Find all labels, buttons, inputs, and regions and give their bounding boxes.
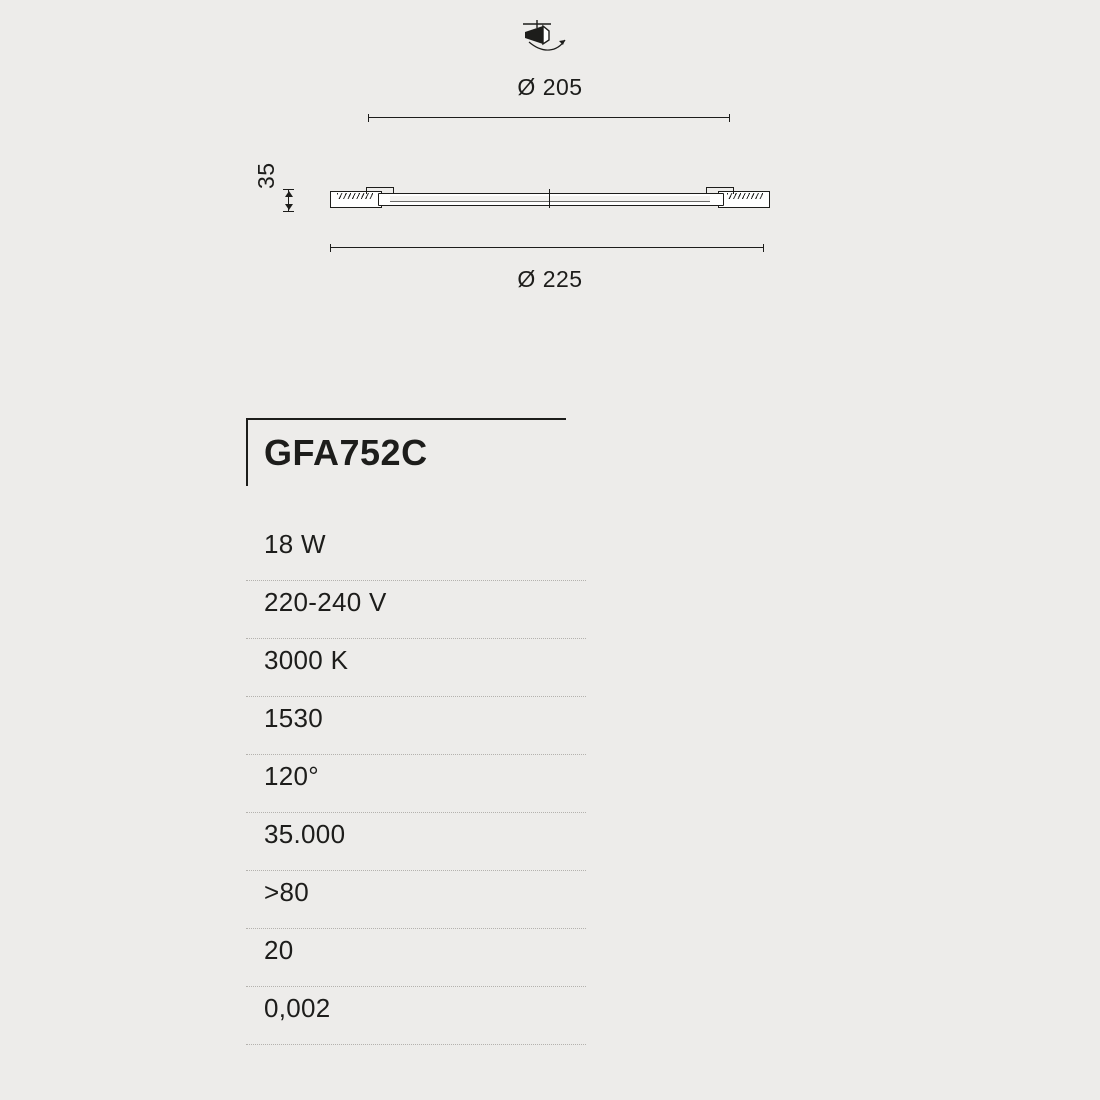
spec-row-flicker	[246, 987, 586, 1045]
spec-value-cri: >80	[264, 877, 310, 907]
spring-right	[706, 187, 734, 194]
spec-row-color-temperature	[246, 639, 586, 697]
title-rule-top	[246, 418, 566, 420]
spec-row-beam-angle	[246, 755, 586, 813]
spec-value-luminous-flux: 1530	[264, 703, 324, 733]
spring-left	[366, 187, 394, 194]
title-rule-left	[246, 418, 248, 486]
dimension-bar	[368, 117, 730, 118]
dimension-tick-left	[368, 114, 369, 122]
product-code: GFA752C	[264, 432, 428, 473]
dimension-label-height: 35	[253, 162, 279, 189]
spec-separator	[246, 1044, 586, 1045]
spec-value-power: 18 W	[264, 529, 326, 559]
spec-value-color-temperature: 3000 K	[264, 645, 349, 675]
spec-row-luminous-flux	[246, 697, 586, 755]
dimension-label-diameter-top: Ø 205	[517, 74, 583, 100]
dimension-tick-right	[729, 114, 730, 122]
dimension-arrow-up	[285, 191, 293, 197]
technical-drawing	[0, 0, 1100, 330]
spec-row-ugr	[246, 929, 586, 987]
dimension-cap-bottom	[283, 211, 294, 212]
spec-row-cri	[246, 871, 586, 929]
dimension-height	[253, 162, 315, 235]
spec-value-beam-angle: 120°	[264, 761, 319, 791]
spec-value-ugr: 20	[264, 935, 294, 965]
spec-list	[246, 523, 586, 1045]
dimension-arrow-down	[285, 204, 293, 210]
spec-value-voltage: 220-240 V	[264, 587, 387, 617]
spec-row-voltage	[246, 581, 586, 639]
dimension-line-bottom	[330, 243, 764, 253]
dimension-tick-left	[330, 244, 331, 252]
dimension-label-diameter-bottom: Ø 225	[517, 266, 583, 292]
dimension-line-top	[368, 113, 730, 123]
spec-row-power	[246, 523, 586, 581]
adjustable-tilt-icon	[505, 18, 585, 62]
spec-row-lifetime	[246, 813, 586, 871]
dimension-bar	[330, 247, 764, 248]
center-axis-mark	[549, 189, 550, 208]
diffuser-panel	[390, 196, 710, 202]
spec-value-flicker: 0,002	[264, 993, 331, 1023]
dimension-tick-right	[763, 244, 764, 252]
luminaire-section-view	[330, 185, 770, 219]
spec-value-lifetime: 35.000	[264, 819, 346, 849]
